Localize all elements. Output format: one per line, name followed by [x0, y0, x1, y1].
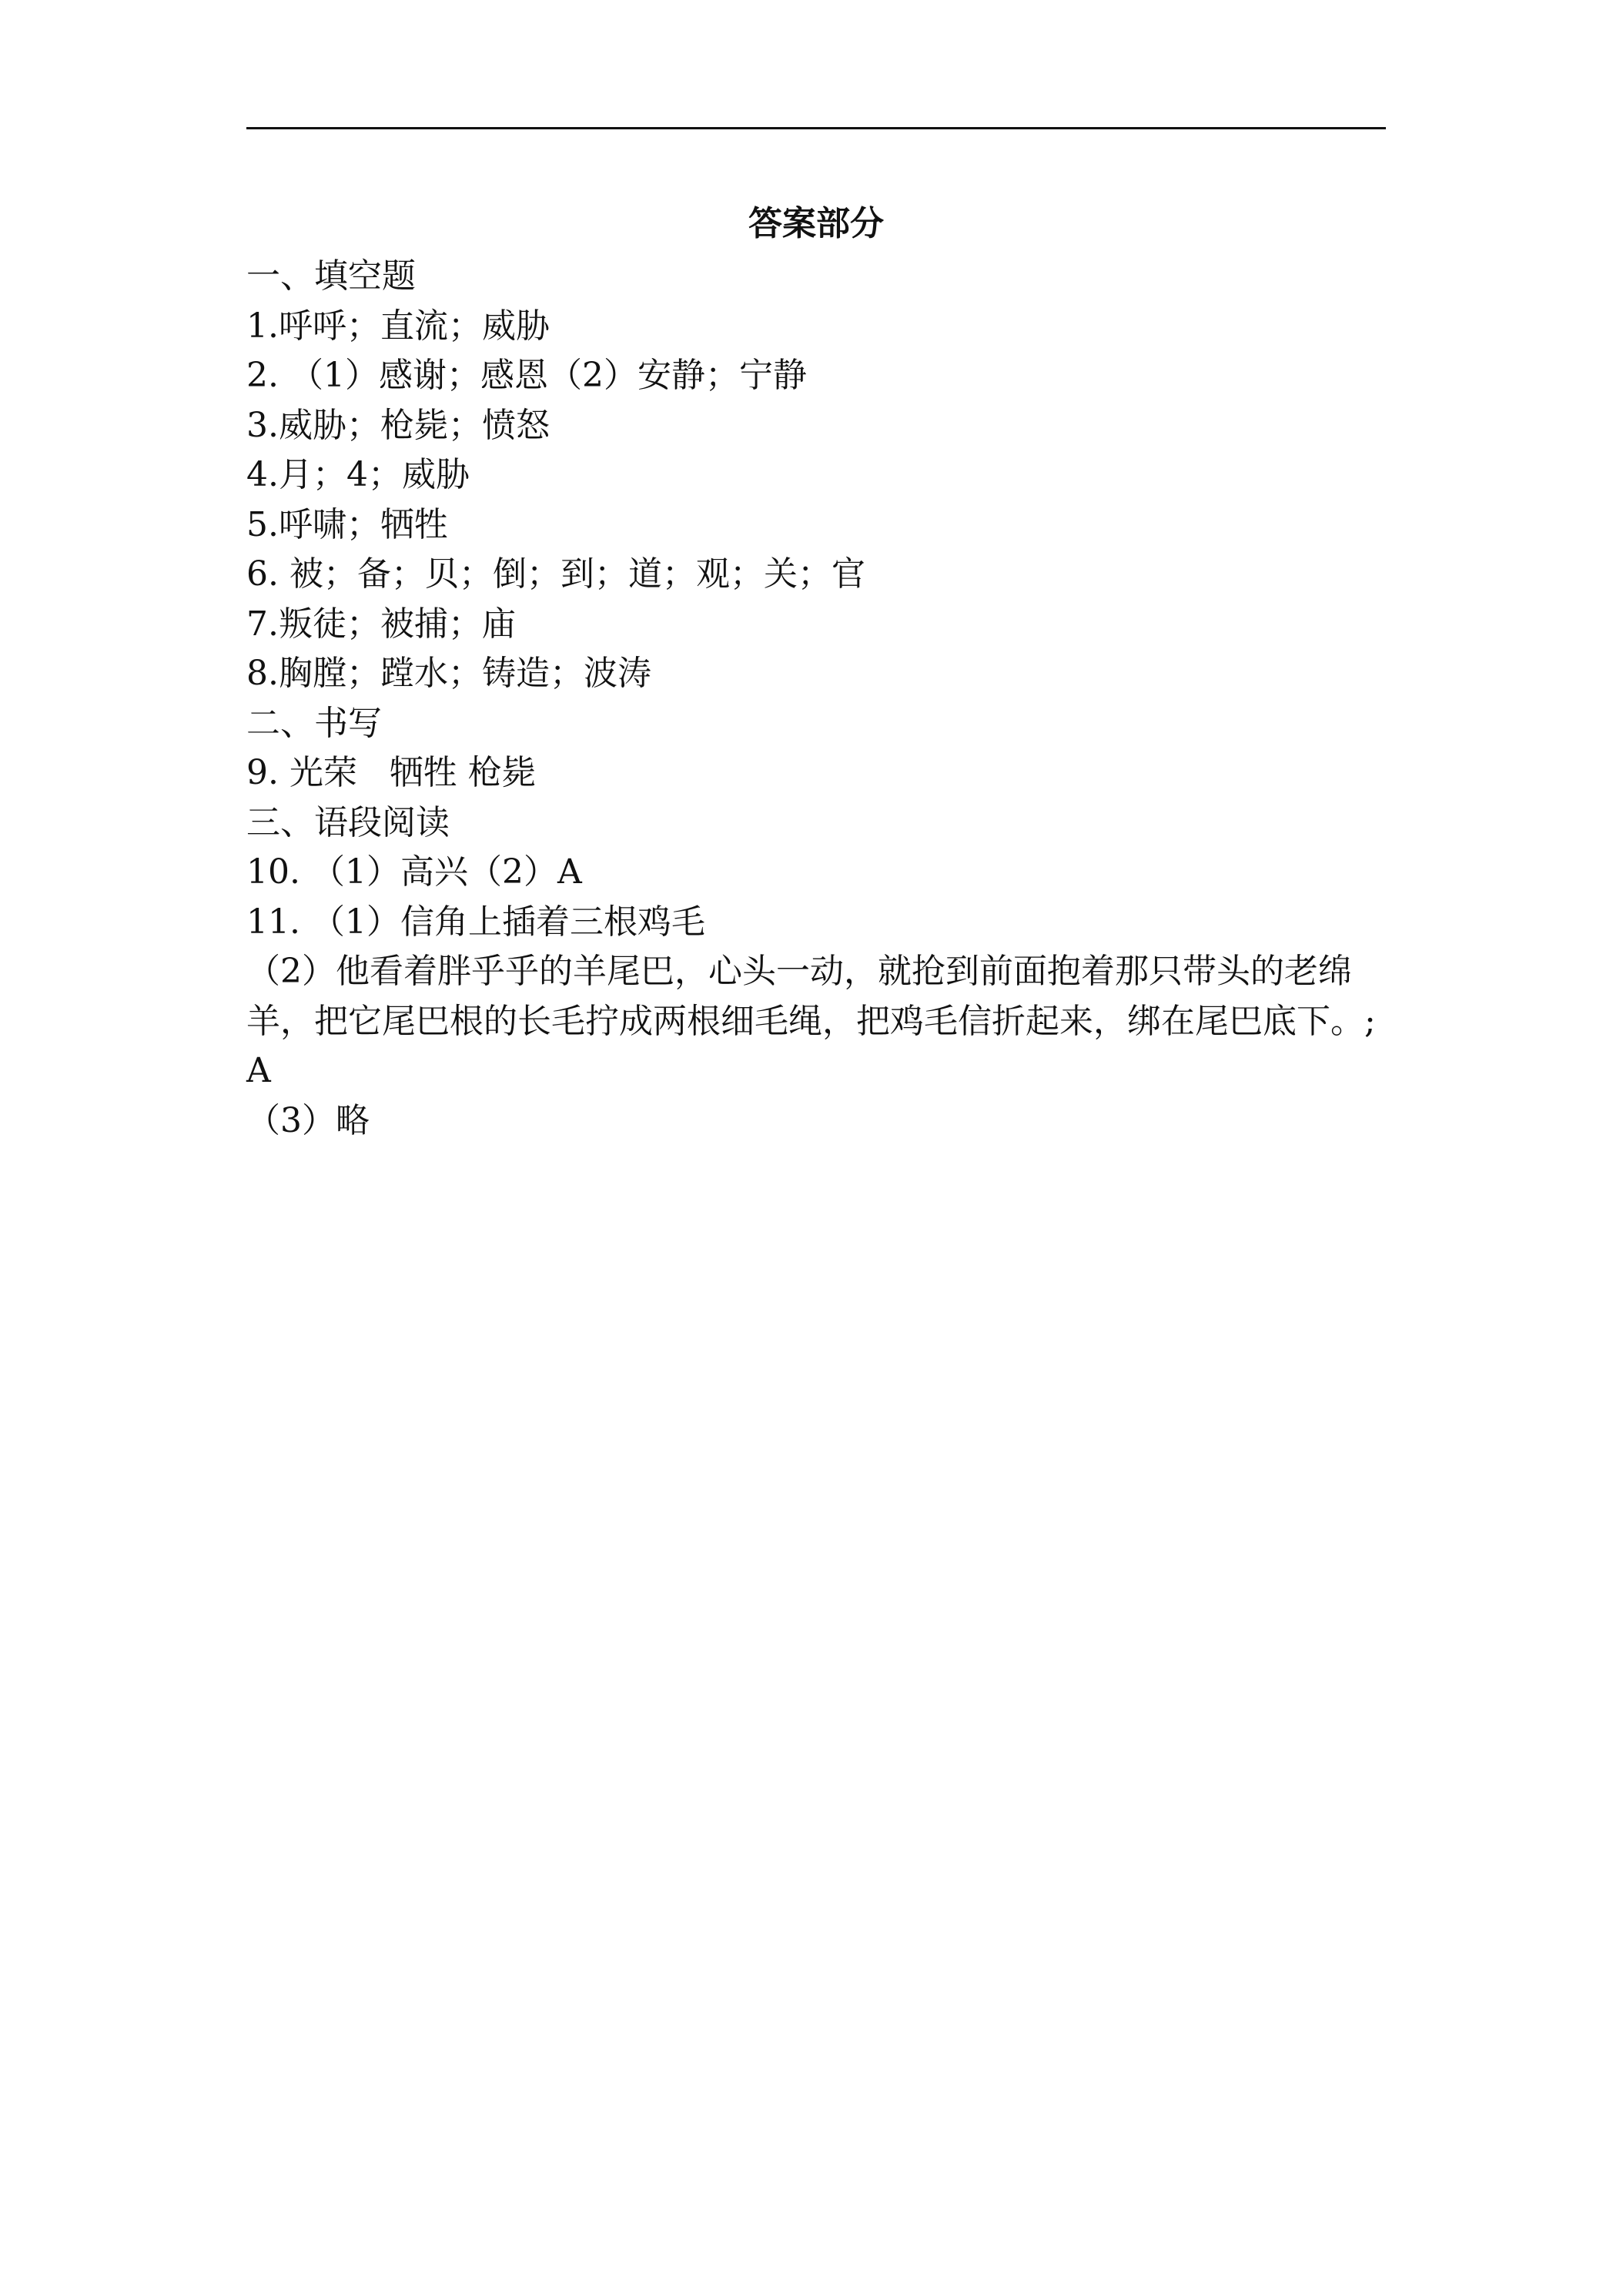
header-rule: [246, 127, 1386, 129]
answer-line-1: 1.呼呼；直流；威胁: [246, 306, 550, 346]
answer-document: [246, 196, 1386, 1146]
answer-line-9: 9. 光荣 牺牲 枪毙: [246, 753, 536, 792]
answer-line-4: 4.月；4；威胁: [246, 455, 470, 494]
answer-line-8: 8.胸膛；蹚水；铸造；波涛: [246, 654, 651, 693]
answer-line-2: 2. （1）感谢；感恩（2）安静；宁静: [246, 356, 807, 395]
answer-line-6: 6. 被；备；贝；倒；到；道；观；关；官: [246, 554, 865, 594]
answer-11-part-3: （3）略: [246, 1100, 370, 1140]
answer-11-part-2: （2）他看着胖乎乎的羊尾巴，心头一动，就抢到前面抱着那只带头的老绵羊，把它尾巴根的长毛拧成两根细毛绳，把鸡毛信折起来，绑在尾巴底下。;A: [246, 952, 1376, 1090]
section-heading-reading: 三、语段阅读: [246, 802, 450, 842]
page-title: 答案部分: [748, 204, 884, 243]
answer-line-10: 10. （1）高兴（2）A: [246, 852, 582, 892]
answer-line-5: 5.呼啸；牺牲: [246, 504, 448, 544]
section-heading-fill-blank: 一、填空题: [246, 256, 416, 296]
answer-line-11: 11. （1）信角上插着三根鸡毛: [246, 902, 705, 942]
answer-line-7: 7.叛徒；被捕；庙: [246, 604, 516, 644]
answer-line-3: 3.威胁；枪毙；愤怒: [246, 405, 550, 445]
section-heading-writing: 二、书写: [246, 703, 382, 743]
